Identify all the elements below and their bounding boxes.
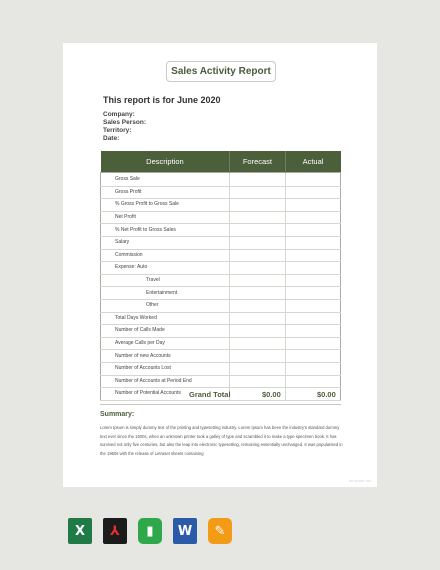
table-row — [101, 236, 341, 249]
table-row — [101, 337, 341, 350]
row-actual[interactable] — [285, 337, 340, 350]
table-row — [101, 186, 341, 199]
row-description: Total Days Worked — [101, 312, 230, 325]
row-actual[interactable] — [285, 362, 340, 375]
table-row — [101, 224, 341, 237]
row-actual[interactable] — [285, 249, 340, 262]
row-forecast[interactable] — [230, 337, 285, 350]
row-forecast[interactable] — [230, 375, 285, 388]
row-actual[interactable] — [285, 199, 340, 212]
row-forecast[interactable] — [230, 249, 285, 262]
sales-table — [100, 151, 341, 401]
row-description: Number of Accounts Lost — [101, 362, 230, 375]
table-row — [101, 299, 341, 312]
summary-heading: Summary: — [100, 411, 135, 418]
header-forecast: Forecast — [230, 151, 285, 173]
row-description: Number of Potential Accounts — [101, 388, 230, 401]
row-description: Number of Accounts at Period End — [101, 375, 230, 388]
grand-total-forecast: $0.00 — [262, 390, 281, 399]
grand-total-row — [100, 388, 341, 405]
document-preview — [63, 43, 377, 487]
table-row — [101, 375, 341, 388]
row-description: Net Profit — [101, 211, 230, 224]
report-meta — [103, 111, 146, 143]
row-forecast[interactable] — [230, 173, 285, 187]
row-forecast[interactable] — [230, 186, 285, 199]
row-description: Salary — [101, 236, 230, 249]
header-actual: Actual — [285, 151, 340, 173]
row-actual[interactable] — [285, 274, 340, 287]
row-forecast[interactable] — [230, 287, 285, 300]
summary-text: Lorem Ipsum is simply dummy text of the printing and typesetting industry. Lorem Ipsum has been the industry's standard dummy text ever since the 1500s, when an unknown printer took a galley of type and scrambled it to make a type specimen book. It has survived not only five centuries, but also the leap into electronic typesetting, remaining essentially unchanged. It was popularised in the 1960s with the release of Letraset sheets containing — [100, 425, 343, 456]
table-row — [101, 211, 341, 224]
row-forecast[interactable] — [230, 274, 285, 287]
row-forecast[interactable] — [230, 236, 285, 249]
table-row — [101, 350, 341, 363]
row-forecast[interactable] — [230, 325, 285, 338]
watermark: template.net — [348, 478, 371, 483]
row-description: Average Calls per Day — [101, 337, 230, 350]
row-forecast[interactable] — [230, 224, 285, 237]
row-description: Number of new Accounts — [101, 350, 230, 363]
row-forecast[interactable] — [230, 211, 285, 224]
row-description: Travel — [101, 274, 230, 287]
row-description: % Gross Profit to Gross Sale — [101, 199, 230, 212]
numbers-icon[interactable]: ▮ — [138, 518, 162, 544]
grand-total-actual: $0.00 — [317, 390, 336, 399]
row-description: Entertainment — [101, 287, 230, 300]
row-description: Commission — [101, 249, 230, 262]
row-forecast[interactable] — [230, 299, 285, 312]
table-row — [101, 325, 341, 338]
table-row — [101, 173, 341, 187]
row-forecast[interactable] — [230, 362, 285, 375]
table-row — [101, 274, 341, 287]
header-description: Description — [101, 151, 230, 173]
document-title: Sales Activity Report — [166, 61, 276, 82]
table-row — [101, 287, 341, 300]
table-row — [101, 249, 341, 262]
row-forecast[interactable] — [230, 262, 285, 275]
row-forecast[interactable] — [230, 350, 285, 363]
report-period: This report is for June 2020 — [103, 95, 221, 105]
row-actual[interactable] — [285, 211, 340, 224]
row-actual[interactable] — [285, 312, 340, 325]
row-actual[interactable] — [285, 224, 340, 237]
grand-total-label: Grand Total — [189, 390, 231, 399]
row-actual[interactable] — [285, 350, 340, 363]
excel-icon[interactable]: X — [68, 518, 92, 544]
row-actual[interactable] — [285, 299, 340, 312]
row-actual[interactable] — [285, 262, 340, 275]
word-icon[interactable]: W — [173, 518, 197, 544]
row-actual[interactable] — [285, 173, 340, 187]
row-description: Other — [101, 299, 230, 312]
row-actual[interactable] — [285, 287, 340, 300]
meta-date: Date: — [103, 135, 120, 142]
pdf-icon[interactable]: ⅄ — [103, 518, 127, 544]
meta-sales-person: Sales Person: — [103, 119, 146, 126]
meta-company: Company: — [103, 111, 135, 118]
table-row — [101, 262, 341, 275]
table-row — [101, 362, 341, 375]
row-description: Number of Calls Made — [101, 325, 230, 338]
row-actual[interactable] — [285, 375, 340, 388]
pages-icon[interactable]: ✎ — [208, 518, 232, 544]
row-forecast[interactable] — [230, 199, 285, 212]
row-actual[interactable] — [285, 236, 340, 249]
row-description: % Net Profit to Gross Sales — [101, 224, 230, 237]
row-actual[interactable] — [285, 186, 340, 199]
table-row — [101, 312, 341, 325]
row-forecast[interactable] — [230, 312, 285, 325]
row-description: Gross Sale — [101, 173, 230, 187]
table-row — [101, 199, 341, 212]
meta-territory: Territory: — [103, 127, 132, 134]
row-description: Expense: Auto — [101, 262, 230, 275]
row-actual[interactable] — [285, 325, 340, 338]
row-description: Gross Profit — [101, 186, 230, 199]
